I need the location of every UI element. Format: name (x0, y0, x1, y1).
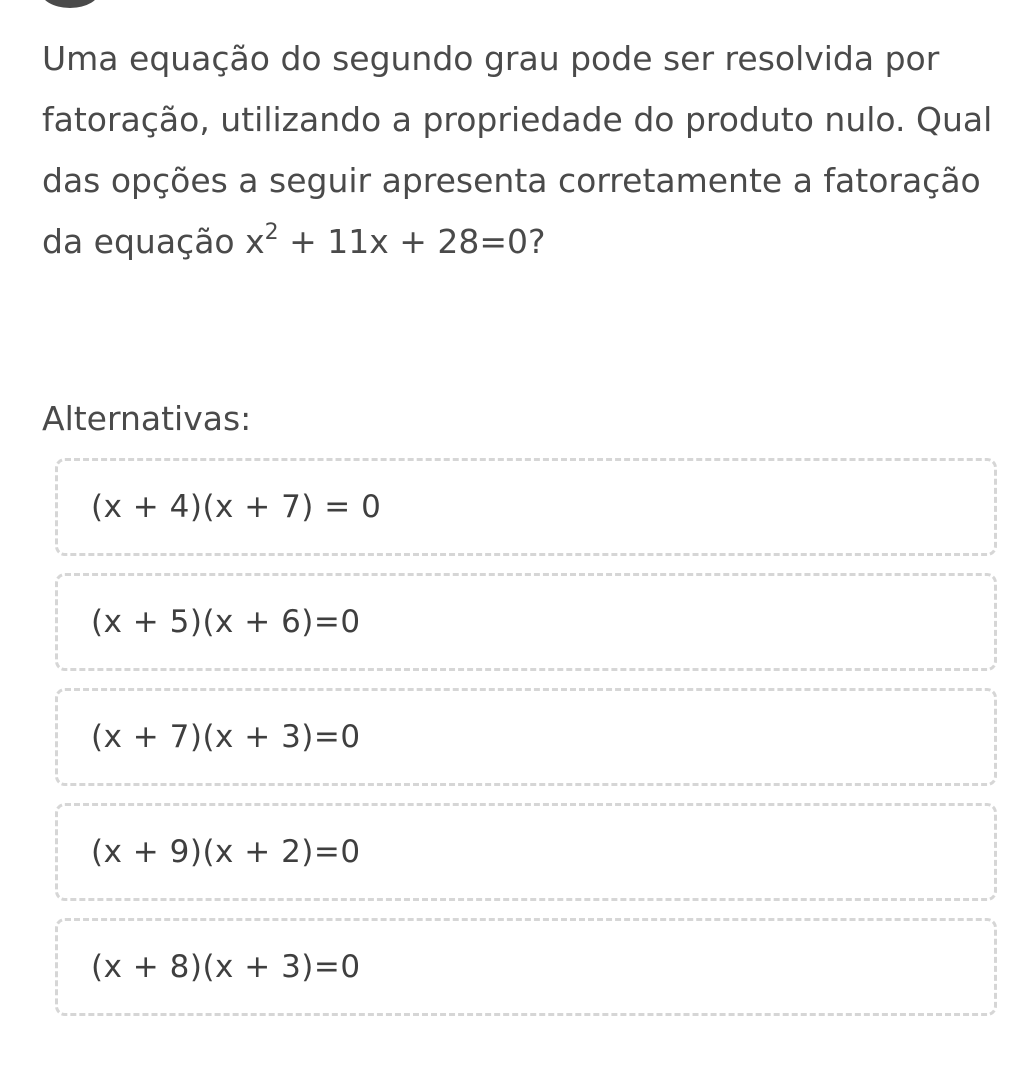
options-list (55, 458, 997, 1033)
option-e[interactable] (55, 918, 997, 1016)
option-d[interactable] (55, 803, 997, 901)
equation-rest: + 11x + 28=0? (278, 222, 546, 261)
option-b[interactable] (55, 573, 997, 671)
equation-exponent: 2 (264, 220, 279, 245)
option-label: (x + 7)(x + 3)=0 (91, 719, 361, 755)
avatar (40, 0, 100, 8)
alternatives-heading: Alternativas: (42, 399, 252, 438)
equation-base: x (245, 222, 265, 261)
option-label: (x + 9)(x + 2)=0 (91, 834, 361, 870)
option-label: (x + 8)(x + 3)=0 (91, 949, 361, 985)
option-c[interactable] (55, 688, 997, 786)
option-label: (x + 5)(x + 6)=0 (91, 604, 361, 640)
option-label: (x + 4)(x + 7) = 0 (91, 489, 382, 525)
question-text (42, 28, 1002, 272)
option-a[interactable] (55, 458, 997, 556)
question-text-body: Uma equação do segundo grau pode ser resolvida por fatoração, utilizando a propriedade do produto nulo. Qual das opções a seguir apresenta corretamente a fatoração da equação (42, 39, 993, 261)
